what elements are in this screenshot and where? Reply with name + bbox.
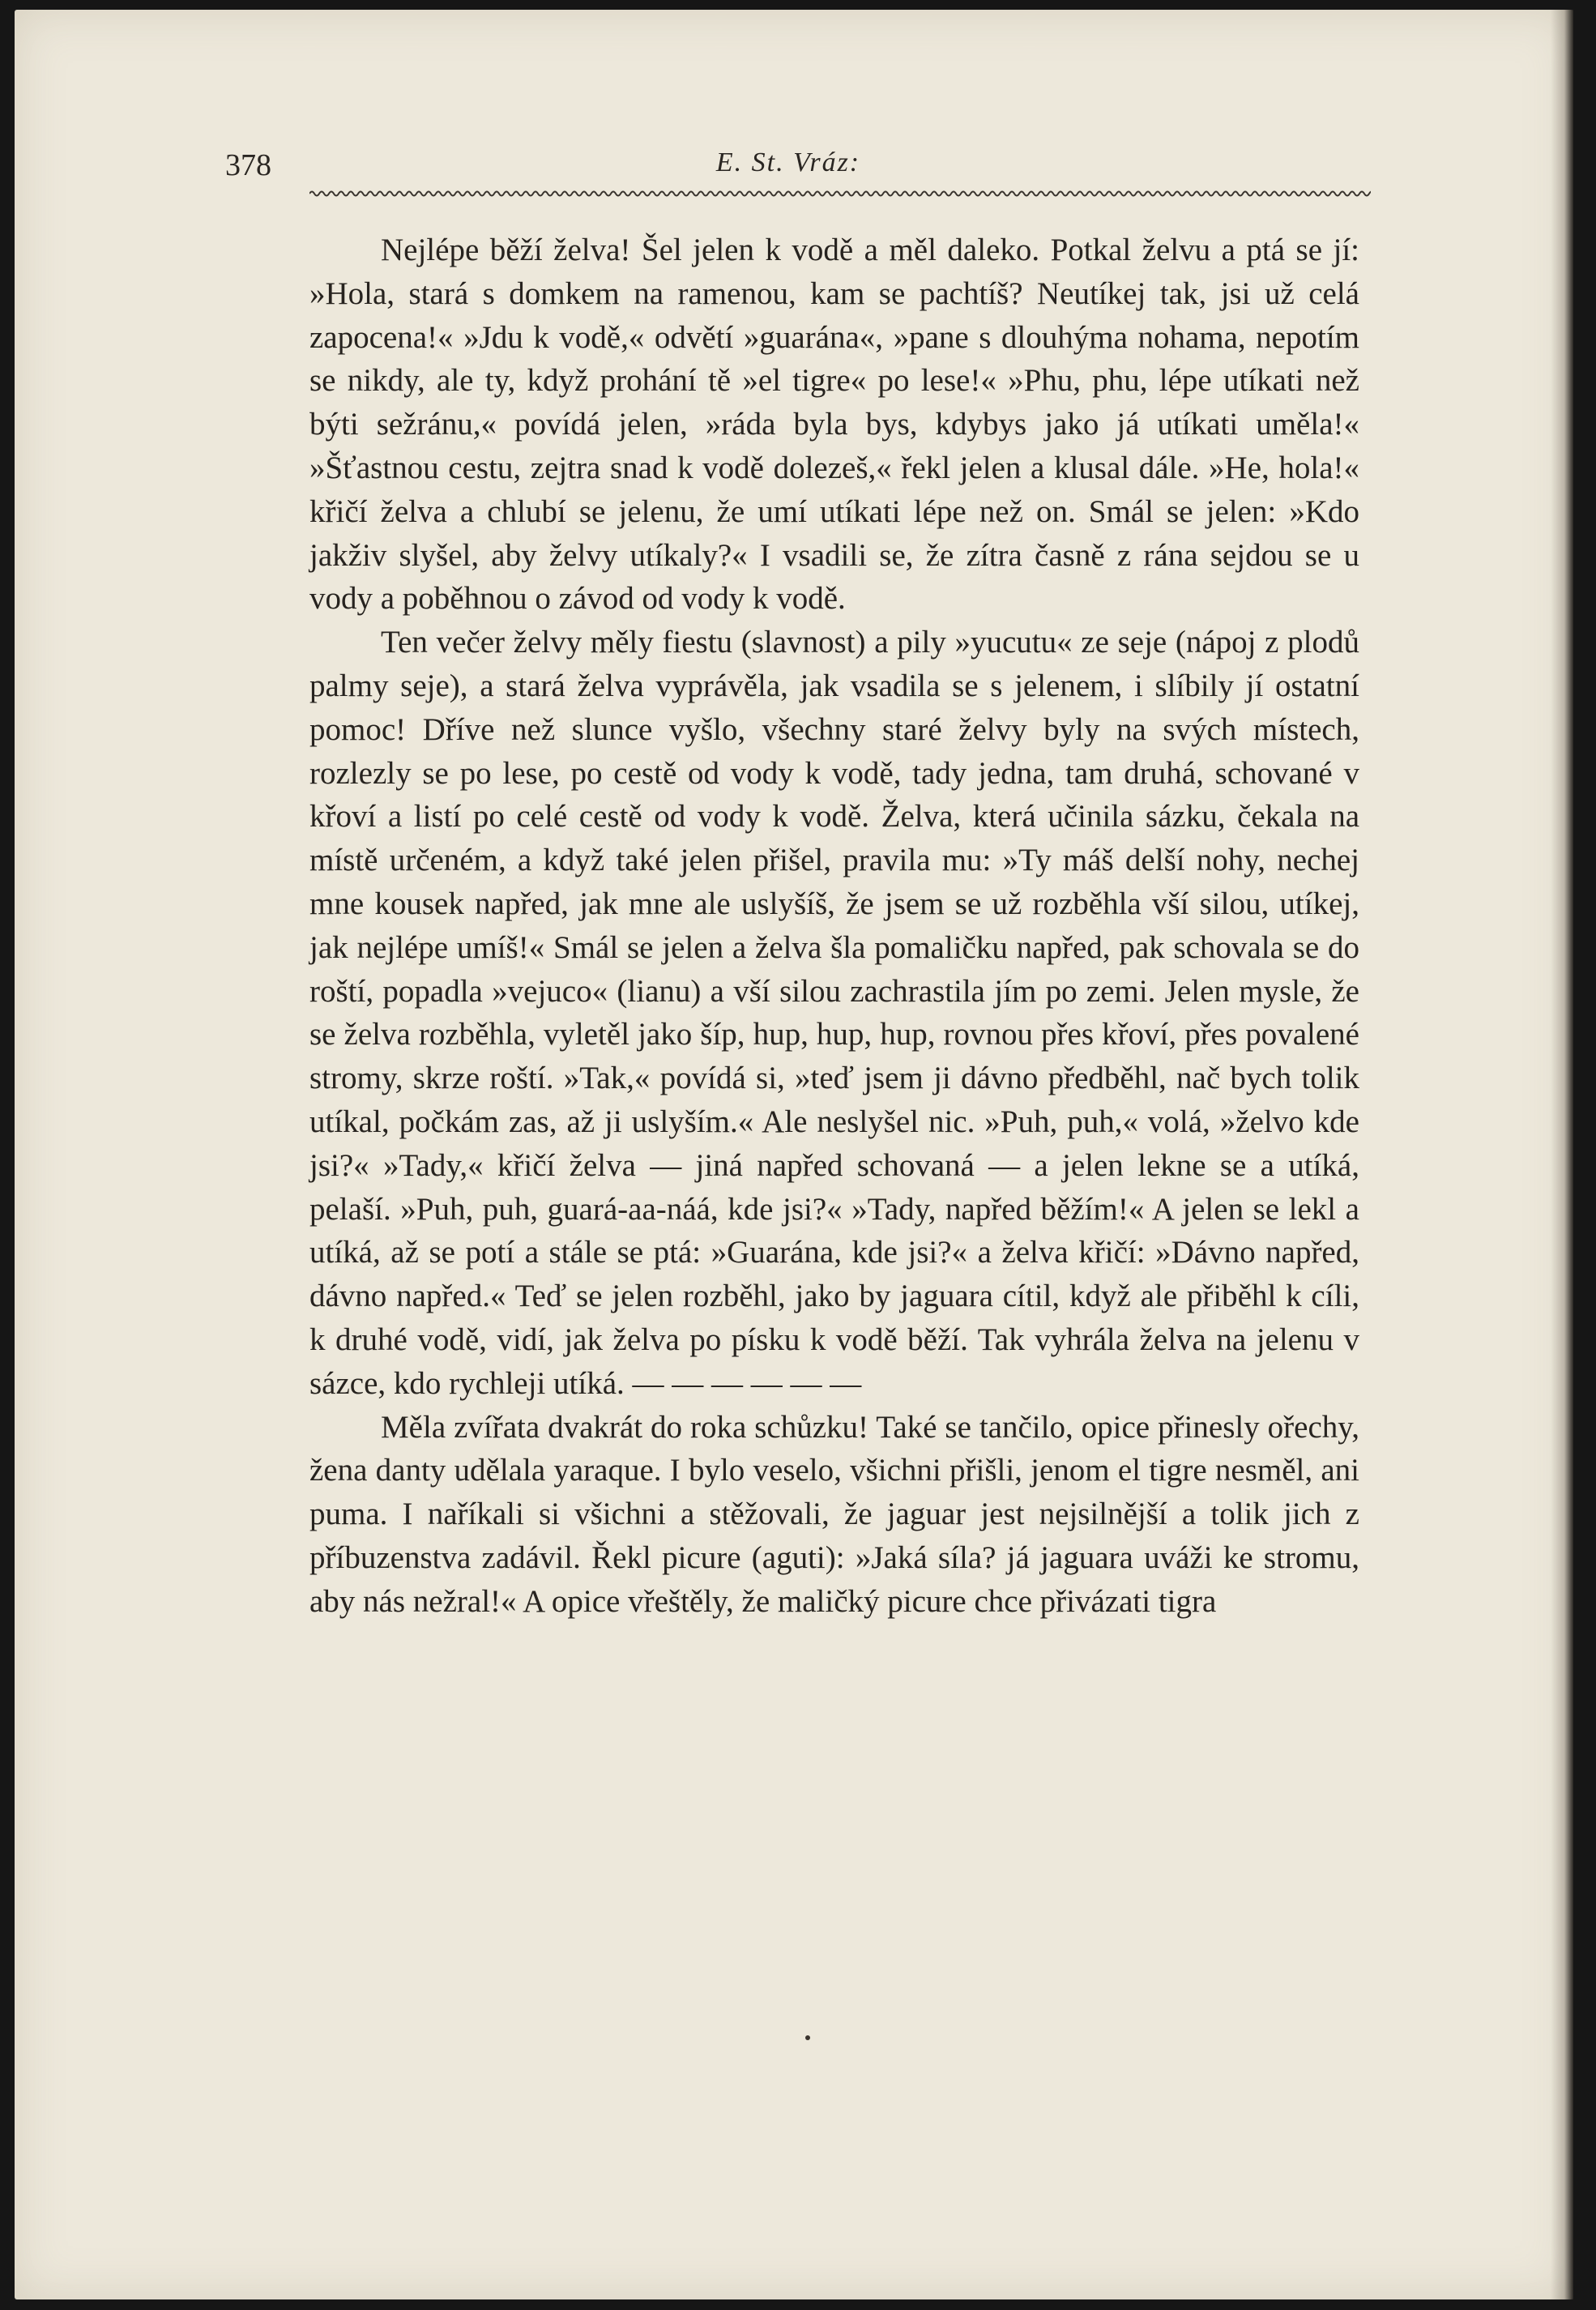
ink-speck — [805, 2035, 810, 2040]
running-head — [209, 139, 1368, 196]
page-number: 378 — [225, 148, 271, 182]
paragraph-2: Ten večer želvy měly fiestu (slavnost) a pily »yucutu« ze seje (nápoj z plodů palmy seje), a stará želva vyprávěla, jak vsadila se s jelenem, i slíbily jí ostatní pomoc! Dříve než slunce vyšlo, všechny staré želvy byly na svých místech, rozlezly se po lese, po cestě od vody k vodě, tady jedna, tam druhá, schované v křoví a listí po celé cestě od vody k vodě. Želva, která učinila sázku, čekala na místě určeném, a když také jelen přišel, pravila mu: »Ty máš delší nohy, nechej mne kousek napřed, jak mne ale uslyšíš, že jsem se už rozběhla vší silou, utíkej, jak nejlépe umíš!« Smál se jelen a želva šla pomaličku napřed, pak schovala se do roští, popadla »vejuco« (lianu) a vší silou zachrastila jím po zemi. Jelen mysle, že se želva rozběhla, vyletěl jako šíp, hup, hup, hup, rovnou přes křoví, přes povalené stromy, skrze roští. »Tak,« povídá si, »teď jsem ji dávno předběhl, nač bych tolik utíkal, počkám zas, až ji uslyším.« Ale neslyšel nic. »Puh, puh,« volá, »želvo kde jsi?« »Tady,« křičí želva — jiná napřed schovaná — a jelen lekne se a utíká, pelaší. »Puh, puh, guará-aa-náá, kde jsi?« »Tady, napřed běžím!« A jelen se lekl a utíká, až se potí a stále se ptá: »Guarána, kde jsi?« a želva křičí: »Dávno napřed, dávno napřed.« Teď se jelen rozběhl, jako by jaguara cítil, když ale přiběhl k cíli, k druhé vodě, vidí, jak želva po písku k vodě běží. Tak vyhrála želva na jelenu v sázce, kdo rychleji utíká. — — — — — — — [309, 625, 1359, 1401]
book-page — [15, 10, 1573, 2299]
paragraph-3: Měla zvířata dvakrát do roka schůzku! Také se tančilo, opice přinesly ořechy, žena danty udělala yaraque. I bylo veselo, všichni přišli, jenom el tigre nesměl, ani puma. I naříkali si všichni a stěžovali, že jaguar jest nejsilnější a tolik jich z příbuzenstva zadávil. Řekl picure (aguti): »Jaká síla? já jaguara uváži ke stromu, aby nás nežral!« A opice vřeštěly, že maličký picure chce přivázati tigra — [309, 1409, 1359, 1619]
wavy-rule-ornament — [309, 188, 1371, 199]
author-heading: E. St. Vráz: — [715, 147, 861, 177]
body-text — [309, 228, 1359, 1624]
page-gutter-shadow — [1551, 10, 1573, 2299]
paragraph-1: Nejlépe běží želva! Šel jelen k vodě a měl daleko. Potkal želvu a ptá se jí: »Hola, stará s domkem na ramenou, kam se pachtíš? Neutíkej tak, jsi už celá zapocena!« »Jdu k vodě,« odvětí »guarána«, »pane s dlouhýma nohama, nepotím se nikdy, ale ty, když prohání tě »el tigre« po lese!« »Phu, phu, lépe utíkati než býti sežránu,« povídá jelen, »ráda byla bys, kdybys jako já utíkati uměla!« »Šťastnou cestu, zejtra snad k vodě dolezeš,« řekl jelen a klusal dále. »He, hola!« křičí želva a chlubí se jelenu, že umí utíkati lépe než on. Smál se jelen: »Kdo jakživ slyšel, aby želvy utíkaly?« I vsadili se, že zítra časně z rána sejdou se u vody a poběhnou o závod od vody k vodě. — [309, 233, 1359, 617]
